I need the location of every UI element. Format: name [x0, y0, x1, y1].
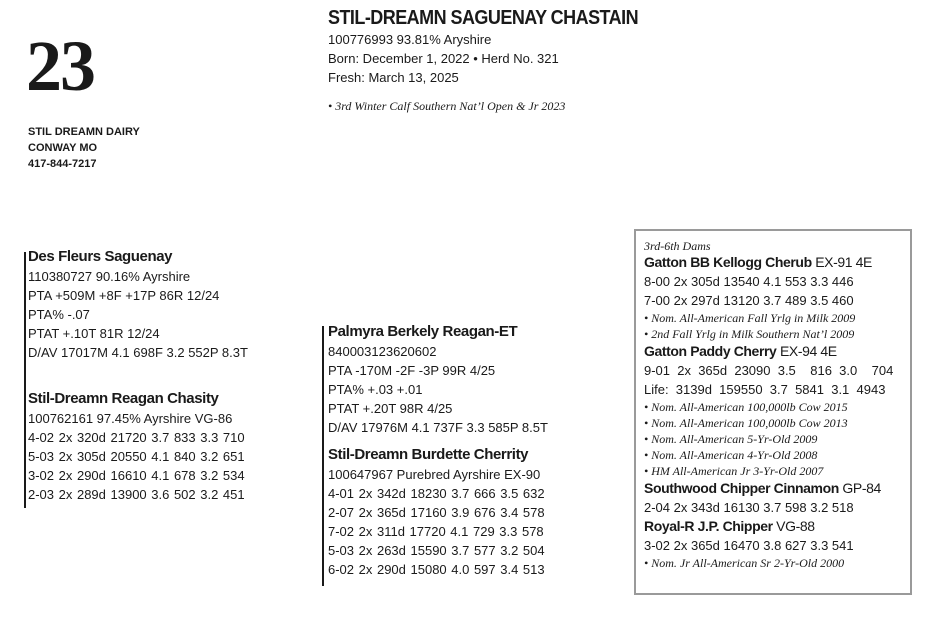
ancestral-dam-class: EX-91 4E — [815, 254, 872, 270]
granddam-name: Stil-Dreamn Burdette Cherrity — [328, 446, 529, 463]
sire-line: PTAT +.10T 81R 12/24 — [28, 326, 160, 341]
ancestral-dam-title — [644, 517, 910, 536]
sire-line: 110380727 90.16% Ayrshire — [28, 269, 191, 284]
animal-name: STIL-DREAMN SAGUENAY CHASTAIN — [328, 7, 639, 29]
ancestral-dam-note: • Nom. Jr All-American Sr 2-Yr-Old 2000 — [644, 556, 845, 570]
sire-line: PTA% -.07 — [28, 307, 90, 322]
dam-name: Stil-Dreamn Reagan Chasity — [28, 390, 219, 407]
animal-born: Born: December 1, 2022 • Herd No. 321 — [328, 51, 559, 66]
ancestral-dam-note: • Nom. All-American 5-Yr-Old 2009 — [644, 432, 818, 446]
maternal-grandsire-line: PTA -170M -2F -3P 99R 4/25 — [328, 363, 496, 378]
sire-name: Des Fleurs Saguenay — [28, 248, 173, 265]
dam-record: 2-03 2x 289d 13900 3.6 502 3.2 451 — [28, 487, 245, 502]
ancestral-dam-record: 2-04 2x 343d 16130 3.7 598 3.2 518 — [644, 500, 854, 515]
ancestral-dam-note: • 2nd Fall Yrlg in Milk Southern Nat’l 2009 — [644, 327, 855, 341]
dam-record: 5-03 2x 305d 20550 4.1 840 3.2 651 — [28, 449, 245, 464]
granddam-id: 100647967 Purebred Ayrshire EX-90 — [328, 467, 541, 482]
ancestral-dam-record: 8-00 2x 305d 13540 4.1 553 3.3 446 — [644, 274, 854, 289]
consignor-city: CONWAY MO — [28, 142, 98, 154]
ancestral-dam-class: VG-88 — [776, 518, 815, 534]
pedigree-bracket-left — [24, 252, 26, 508]
ancestral-dams-header: 3rd-6th Dams — [644, 239, 711, 253]
ancestral-dam-name: Gatton BB Kellogg Cherub — [644, 254, 812, 270]
maternal-grandsire-line: PTAT +.20T 98R 4/25 — [328, 401, 453, 416]
ancestral-dam-title — [644, 479, 910, 498]
granddam-record: 2-07 2x 365d 17160 3.9 676 3.4 578 — [328, 505, 545, 520]
ancestral-dams-box — [634, 229, 912, 595]
granddam-record: 7-02 2x 311d 17720 4.1 729 3.3 578 — [328, 524, 544, 539]
dam-record: 3-02 2x 290d 16610 4.1 678 3.2 534 — [28, 468, 245, 483]
maternal-grandsire-line: D/AV 17976M 4.1 737F 3.3 585P 8.5T — [328, 420, 548, 435]
ancestral-dam-record: 3-02 2x 365d 16470 3.8 627 3.3 541 — [644, 538, 854, 553]
consignor-name: STIL DREAMN DAIRY — [28, 126, 140, 138]
ancestral-dam-note: • Nom. All-American 4-Yr-Old 2008 — [644, 448, 818, 462]
ancestral-dam-note: • Nom. All-American Fall Yrlg in Milk 2009 — [644, 311, 856, 325]
ancestral-dam-record: 9-01 2x 365d 23090 3.5 816 3.0 704 — [644, 363, 894, 378]
animal-fresh: Fresh: March 13, 2025 — [328, 70, 459, 85]
animal-header — [328, 6, 672, 114]
ancestral-dam-note: • Nom. All-American 100,000lb Cow 2013 — [644, 416, 848, 430]
ancestral-dam-record: 7-00 2x 297d 13120 3.7 489 3.5 460 — [644, 293, 854, 308]
ancestral-dam-class: EX-94 4E — [779, 343, 837, 359]
ancestral-dam-record: Life: 3139d 159550 3.7 5841 3.1 4943 — [644, 382, 886, 397]
dam-id: 100762161 97.45% Ayrshire VG-86 — [28, 411, 233, 426]
maternal-grandsire-block — [328, 322, 548, 437]
granddam-record: 5-03 2x 263d 15590 3.7 577 3.2 504 — [328, 543, 545, 558]
sire-line: PTA +509M +8F +17P 86R 12/24 — [28, 288, 220, 303]
consignor-info — [28, 124, 140, 172]
maternal-grandsire-line: PTA% +.03 +.01 — [328, 382, 423, 397]
pedigree-bracket-right — [322, 326, 324, 586]
maternal-grandsire-name: Palmyra Berkely Reagan-ET — [328, 323, 518, 340]
sire-line: D/AV 17017M 4.1 698F 3.2 552P 8.3T — [28, 345, 248, 360]
consignor-phone: 417-844-7217 — [28, 158, 97, 170]
dam-record: 4-02 2x 320d 21720 3.7 833 3.3 710 — [28, 430, 245, 445]
ancestral-dam-note: • Nom. All-American 100,000lb Cow 2015 — [644, 400, 848, 414]
ancestral-dam-name: Gatton Paddy Cherry — [644, 343, 777, 359]
ancestral-dam-class: GP-84 — [842, 480, 881, 496]
granddam-record: 6-02 2x 290d 15080 4.0 597 3.4 513 — [328, 562, 545, 577]
animal-id: 100776993 93.81% Aryshire — [328, 32, 492, 47]
granddam-block — [328, 445, 545, 579]
dam-block — [28, 389, 245, 504]
maternal-grandsire-line: 840003123620602 — [328, 344, 437, 359]
animal-note: • 3rd Winter Calf Southern Nat’l Open & Jr 2023 — [328, 99, 566, 113]
ancestral-dam-name: Southwood Chipper Cinnamon — [644, 480, 839, 496]
lot-number: 23 — [26, 26, 94, 106]
granddam-record: 4-01 2x 342d 18230 3.7 666 3.5 632 — [328, 486, 545, 501]
ancestral-dam-title — [644, 342, 910, 361]
ancestral-dam-title — [644, 253, 910, 272]
sire-block — [28, 247, 248, 362]
ancestral-dam-name: Royal-R J.P. Chipper — [644, 518, 773, 534]
ancestral-dam-note: • HM All-American Jr 3-Yr-Old 2007 — [644, 464, 824, 478]
